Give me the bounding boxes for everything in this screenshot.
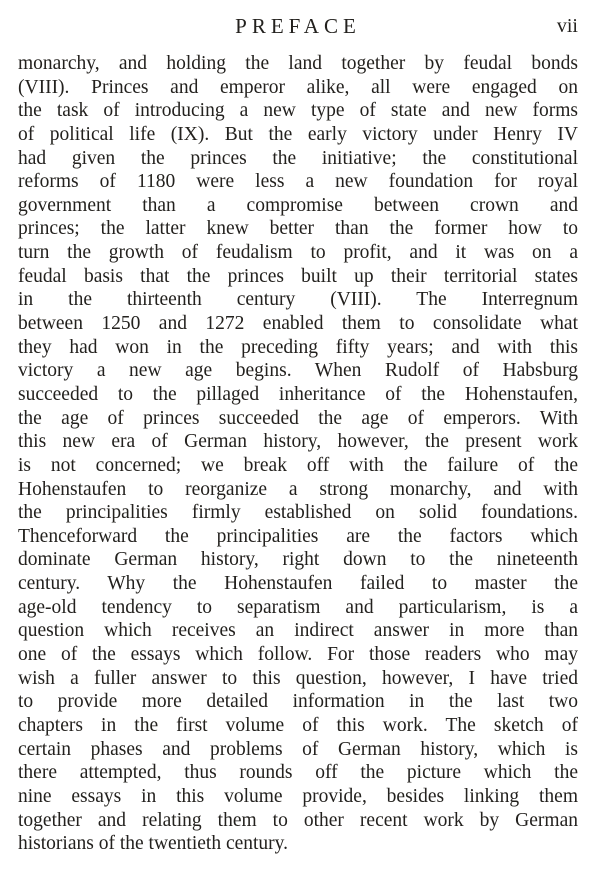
text-line: together and relating them to other recent work by German bbox=[18, 809, 578, 831]
text-line: historians of the twentieth century. bbox=[18, 833, 289, 855]
text-line: in the thirteenth century (VIII). The Interregnum bbox=[18, 289, 578, 311]
text-line: chapters in the first volume of this work. The sketch of bbox=[18, 714, 578, 736]
text-line: is not concerned; we break off with the failure of the bbox=[18, 454, 578, 476]
running-head bbox=[18, 12, 578, 46]
text-line: turn the growth of feudalism to profit, and it was on a bbox=[18, 242, 578, 264]
text-line: one of the essays which follow. For those readers who may bbox=[18, 644, 578, 666]
text-line: they had won in the preceding fifty years; and with this bbox=[18, 336, 578, 358]
text-line: succeeded to the pillaged inheritance of the Hohenstaufen, bbox=[18, 383, 578, 405]
text-line: government than a compromise between crown and bbox=[18, 194, 578, 216]
running-title: PREFACE bbox=[235, 14, 361, 38]
text-line: to provide more detailed information in the last two bbox=[18, 691, 578, 713]
text-line: (VIII). Princes and emperor alike, all were engaged on bbox=[18, 76, 578, 98]
text-line: Hohenstaufen to reorganize a strong monarchy, and with bbox=[18, 478, 578, 500]
text-line: there attempted, thus rounds off the picture which the bbox=[18, 762, 578, 784]
text-line: this new era of German history, however, the present work bbox=[18, 431, 578, 453]
text-line: reforms of 1180 were less a new foundation for royal bbox=[18, 171, 578, 193]
text-line: century. Why the Hohenstaufen failed to master the bbox=[18, 573, 578, 595]
text-line: the principalities firmly established on solid foundations. bbox=[18, 502, 578, 524]
text-line: the task of introducing a new type of state and new forms bbox=[18, 100, 578, 122]
text-line: feudal basis that the princes built up their territorial states bbox=[18, 265, 578, 287]
text-line: nine essays in this volume provide, besides linking them bbox=[18, 785, 578, 807]
text-line: wish a fuller answer to this question, however, I have tried bbox=[18, 667, 578, 689]
text-line: the age of princes succeeded the age of emperors. With bbox=[18, 407, 578, 429]
text-line: dominate German history, right down to the nineteenth bbox=[18, 549, 578, 571]
text-line: princes; the latter knew better than the former how to bbox=[18, 218, 578, 240]
text-line: certain phases and problems of German history, which is bbox=[18, 738, 578, 760]
text-line: had given the princes the initiative; the constitutional bbox=[18, 147, 578, 169]
text-line: between 1250 and 1272 enabled them to consolidate what bbox=[18, 313, 578, 335]
page-number: vii bbox=[556, 15, 578, 37]
text-line: Thenceforward the principalities are the factors which bbox=[18, 525, 578, 547]
text-line: age-old tendency to separatism and particularism, is a bbox=[18, 596, 578, 618]
body-paragraph bbox=[18, 52, 578, 856]
text-line: monarchy, and holding the land together by feudal bonds bbox=[18, 53, 578, 74]
text-line: victory a new age begins. When Rudolf of Habsburg bbox=[18, 360, 578, 382]
text-line: of political life (IX). But the early victory under Henry IV bbox=[18, 123, 578, 145]
book-page bbox=[18, 12, 578, 856]
text-line: question which receives an indirect answer in more than bbox=[18, 620, 578, 642]
